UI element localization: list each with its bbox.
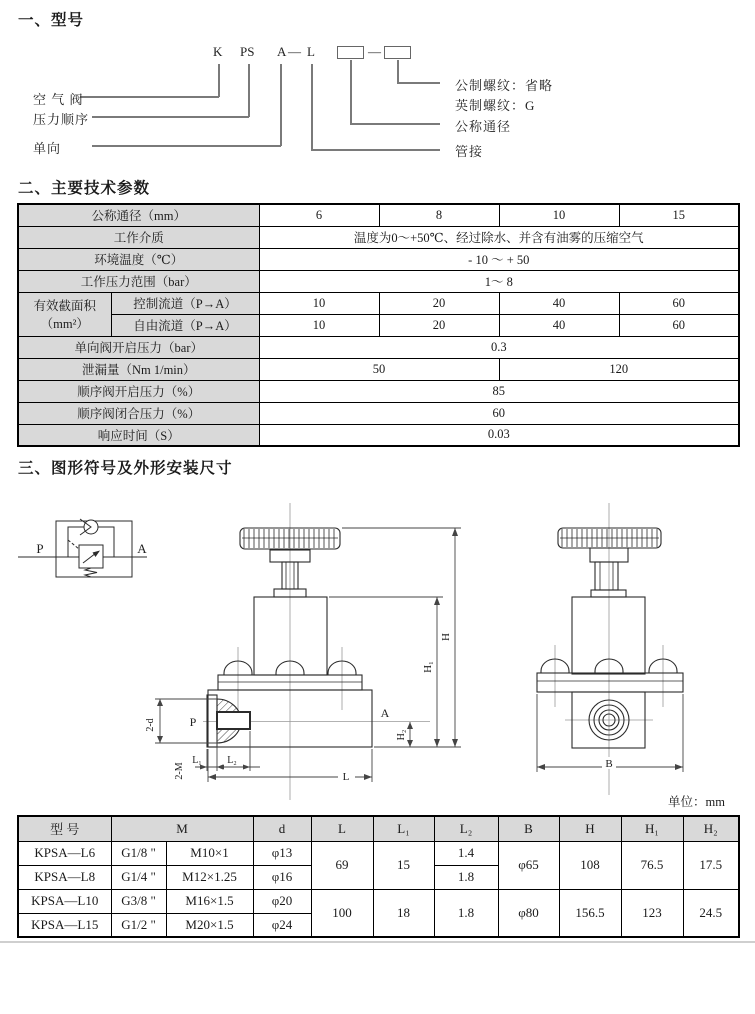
table-cell: 20: [379, 292, 499, 314]
table-cell: KPSA—L15: [18, 913, 111, 937]
table-cell: 60: [619, 314, 739, 336]
leader-line: [218, 64, 220, 97]
code-letter-a: A: [277, 44, 287, 59]
table-cell: 108: [559, 841, 621, 889]
row-label: 环境温度（℃）: [18, 248, 259, 270]
table-row: [18, 204, 739, 226]
spec-table: [17, 203, 740, 447]
table-cell: 1.4: [434, 841, 498, 865]
leader-line: [350, 60, 352, 124]
table-cell: M10×1: [166, 841, 253, 865]
front-port-a-label: A: [380, 706, 390, 720]
dim-2d-label: 2-d: [145, 718, 156, 732]
table-row: [18, 358, 739, 380]
row-label: 公称通径（mm）: [18, 204, 259, 226]
table-cell: 17.5: [683, 841, 739, 889]
table-cell: - 10 ～ + 50: [259, 248, 739, 270]
table-row: [18, 336, 739, 358]
table-cell: 0.03: [259, 424, 739, 446]
table-cell: 1.8: [434, 889, 498, 937]
table-cell: 20: [379, 314, 499, 336]
dim-h1-label: H₁: [422, 661, 434, 673]
table-cell: M12×1.25: [166, 865, 253, 889]
code-box-bore: [337, 46, 364, 59]
table-cell: 156.5: [559, 889, 621, 937]
dim-b-label: B: [605, 758, 613, 770]
table-cell: M20×1.5: [166, 913, 253, 937]
table-cell: KPSA—L8: [18, 865, 111, 889]
centerlines: [203, 503, 430, 800]
row-label: 顺序阀闭合压力（%）: [18, 402, 259, 424]
valve-side-view-drawing: [520, 495, 725, 805]
table-row: [18, 314, 739, 336]
label-imperial-thread: 英制螺纹：G: [455, 98, 536, 113]
table-cell: 120: [499, 358, 739, 380]
dim-l-label: L: [342, 771, 350, 783]
label-one-way: 单向: [33, 141, 62, 156]
label-pipe-connection: 管接: [455, 144, 484, 159]
leader-line: [248, 64, 250, 117]
leader-line: [280, 64, 282, 146]
row-label: 有效截面积: [33, 299, 96, 313]
port-bore: [217, 712, 250, 729]
leader-line: [92, 145, 281, 147]
code-dash-2: —: [368, 44, 381, 59]
table-cell: φ13: [253, 841, 311, 865]
table-cell: G3/8 ": [111, 889, 166, 913]
spring-housing: [572, 597, 645, 674]
code-dash-1: —: [288, 44, 301, 59]
row-label-group: [18, 292, 111, 336]
table-cell: 6: [259, 204, 379, 226]
table-cell: 15: [373, 841, 434, 889]
table-row: [18, 841, 739, 865]
table-cell: 1～ 8: [259, 270, 739, 292]
flange: [537, 673, 683, 692]
leader-line: [311, 149, 440, 151]
dimension-arrows: [157, 528, 458, 780]
table-cell: KPSA—L6: [18, 841, 111, 865]
leader-line: [311, 64, 313, 150]
spring-icon: [85, 568, 97, 577]
row-label: 工作压力范围（bar）: [18, 270, 259, 292]
table-cell: 8: [379, 204, 499, 226]
column-header: H₁: [621, 816, 683, 841]
table-row: [18, 380, 739, 402]
dimension-lines: [155, 528, 461, 782]
row-label: 顺序阀开启压力（%）: [18, 380, 259, 402]
table-cell: 10: [259, 314, 379, 336]
table-header-row: [18, 816, 739, 841]
dim-2m-label: 2-M: [174, 762, 185, 780]
table-cell: 50: [259, 358, 499, 380]
table-cell: G1/4 ": [111, 865, 166, 889]
unit-label: 单位：mm: [668, 795, 725, 809]
table-cell: KPSA—L10: [18, 889, 111, 913]
section2-heading: 二、主要技术参数: [18, 180, 151, 197]
model-number-diagram: [0, 0, 755, 170]
row-label: 工作介质: [18, 226, 259, 248]
leader-line: [397, 82, 440, 84]
valve-outline: [537, 528, 683, 748]
table-cell: 10: [499, 204, 619, 226]
dim-l1-label: L₁: [192, 755, 202, 766]
table-cell: 18: [373, 889, 434, 937]
table-cell: φ16: [253, 865, 311, 889]
column-header: L: [311, 816, 373, 841]
label-pressure-sequence: 压力顺序: [33, 112, 90, 127]
valve-front-view-drawing: [145, 495, 465, 805]
table-cell: φ24: [253, 913, 311, 937]
table-cell: φ20: [253, 889, 311, 913]
section3-heading: 三、图形符号及外形安装尺寸: [18, 460, 233, 477]
table-cell: M16×1.5: [166, 889, 253, 913]
leader-line: [350, 123, 440, 125]
column-header: 型 号: [18, 816, 111, 841]
code-letter-l: L: [307, 44, 315, 59]
table-cell: 10: [259, 292, 379, 314]
table-cell: 123: [621, 889, 683, 937]
page-separator-line: [0, 941, 755, 943]
table-cell: 60: [259, 402, 739, 424]
table-row: [18, 889, 739, 913]
leader-line: [80, 96, 219, 98]
dim-h2-label: H₂: [396, 729, 407, 741]
row-label: 自由流道（P→A）: [111, 314, 259, 336]
column-header: L₂: [434, 816, 498, 841]
column-header: H: [559, 816, 621, 841]
leader-line: [92, 116, 249, 118]
table-row: [18, 402, 739, 424]
row-label: （mm²）: [40, 317, 89, 331]
table-cell: G1/2 ": [111, 913, 166, 937]
symbol-port-p-label: P: [36, 541, 44, 556]
table-cell: 40: [499, 314, 619, 336]
code-letter-k: K: [213, 44, 223, 59]
table-row: [18, 292, 739, 314]
section1-heading: 一、型号: [18, 12, 85, 29]
column-header: d: [253, 816, 311, 841]
column-header: L₁: [373, 816, 434, 841]
pneumatic-symbol-drawing: [10, 512, 155, 587]
code-letter-ps: PS: [240, 44, 255, 59]
code-box-thread: [384, 46, 411, 59]
column-header: B: [498, 816, 559, 841]
column-header: H₂: [683, 816, 739, 841]
front-port-p-label: P: [189, 715, 197, 729]
table-cell: φ80: [498, 889, 559, 937]
table-cell: 100: [311, 889, 373, 937]
stem: [595, 562, 618, 590]
spring-housing: [254, 597, 327, 675]
table-cell: 85: [259, 380, 739, 402]
table-cell: 69: [311, 841, 373, 889]
table-cell: 76.5: [621, 841, 683, 889]
leader-line: [397, 60, 399, 83]
table-cell: 24.5: [683, 889, 739, 937]
table-row: [18, 248, 739, 270]
dim-h-label: H: [440, 633, 452, 641]
table-row: [18, 270, 739, 292]
row-label: 单向阀开启压力（bar）: [18, 336, 259, 358]
dimension-table: [17, 815, 740, 938]
column-header: M: [111, 816, 253, 841]
label-air-valve: 空 气 阀: [33, 92, 84, 107]
table-cell: 40: [499, 292, 619, 314]
label-nominal-bore: 公称通径: [455, 119, 512, 134]
label-metric-thread: 公制螺纹：省略: [455, 78, 554, 93]
row-label: 控制流道（P→A）: [111, 292, 259, 314]
dim-l2-label: L₂: [227, 755, 237, 766]
symbol-port-a-label: A: [137, 541, 147, 556]
row-label: 响应时间（S）: [18, 424, 259, 446]
table-row: [18, 226, 739, 248]
table-cell: 15: [619, 204, 739, 226]
table-row: [18, 424, 739, 446]
table-cell: 1.8: [434, 865, 498, 889]
row-label: 泄漏量（Nm 1/min）: [18, 358, 259, 380]
table-cell: 0.3: [259, 336, 739, 358]
table-cell: 温度为0～+50℃、经过除水、并含有油雾的压缩空气: [259, 226, 739, 248]
table-cell: G1/8 ": [111, 841, 166, 865]
table-cell: 60: [619, 292, 739, 314]
table-cell: φ65: [498, 841, 559, 889]
